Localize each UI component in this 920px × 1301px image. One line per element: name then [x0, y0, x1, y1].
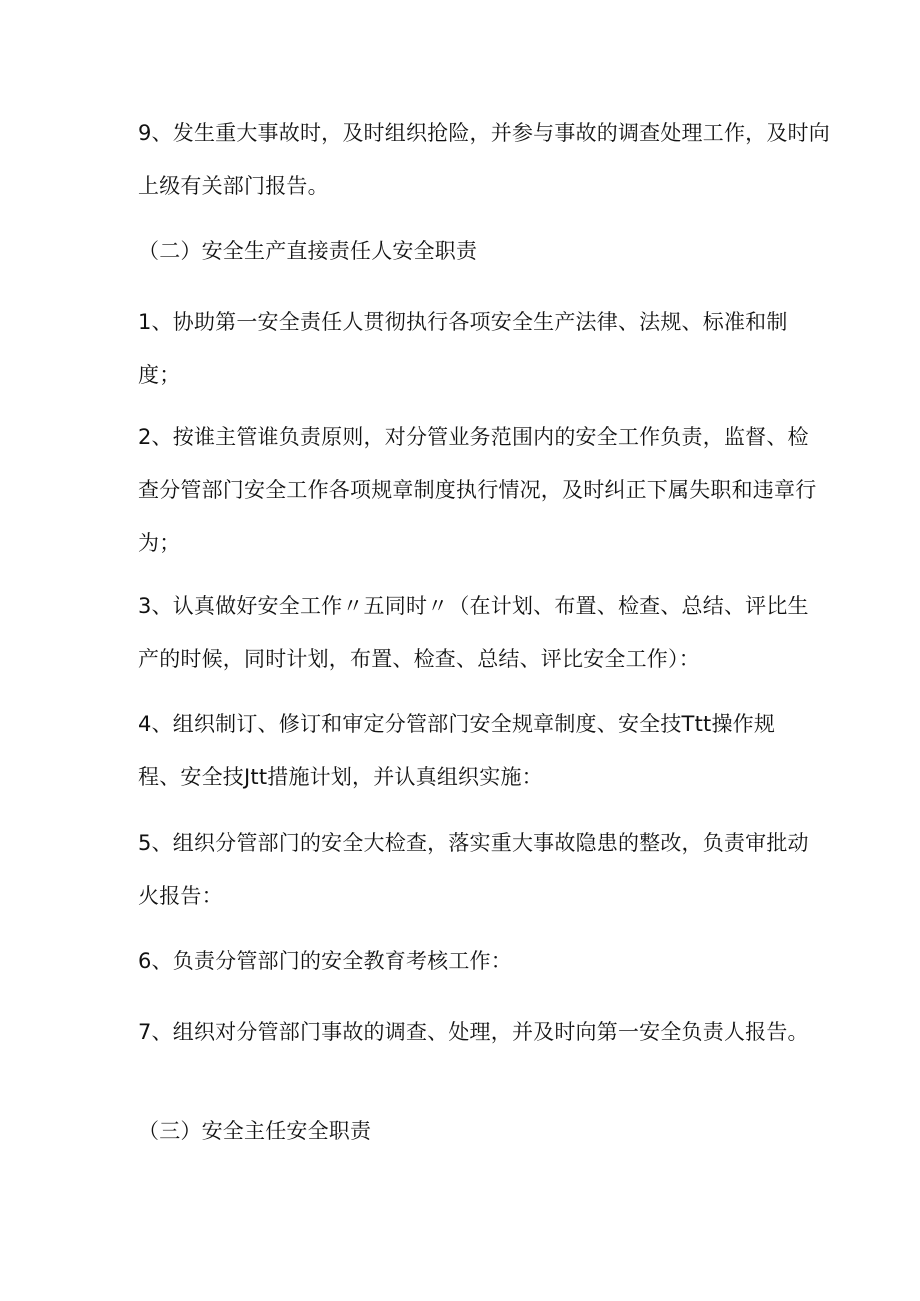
paragraph-item-3: [138, 580, 809, 686]
section-heading-3: [138, 1105, 798, 1158]
text-line: 为；: [138, 531, 181, 555]
paragraph-item-7: [138, 1006, 809, 1059]
paragraph-item-9: [138, 107, 830, 213]
section-heading-2: [138, 225, 798, 278]
text-line: 6、负责分管部门的安全教育考核工作：: [138, 949, 512, 973]
text-line: 2、按谁主管谁负责原则，对分管业务范围内的安全工作负责，监督、检: [138, 425, 809, 449]
paragraph-item-6: [138, 935, 798, 988]
paragraph-item-1: [138, 296, 798, 402]
text-line: 5、组织分管部门的安全大检查，落实重大事故隐患的整改，负责审批动: [138, 831, 809, 855]
text-line: 火报告：: [138, 884, 223, 908]
paragraph-item-2: [138, 411, 817, 570]
text-line: 产的时候，同时计划，布置、检查、总结、评比安全工作）：: [138, 647, 700, 671]
text-line: 度；: [138, 363, 181, 387]
text-line: 程、安全技Jtt措施计划，并认真组织实施：: [138, 765, 543, 789]
text-line: 9、发生重大事故时，及时组织抢险，并参与事故的调查处理工作，及时向: [138, 121, 830, 145]
text-line: 查分管部门安全工作各项规章制度执行情况，及时纠正下属失职和违章行: [138, 478, 817, 502]
text-line: 3、认真做好安全工作〃五同时〃（在计划、布置、检查、总结、评比生: [138, 594, 809, 618]
text-line: 7、组织对分管部门事故的调查、处理，并及时向第一安全负责人报告。: [138, 1020, 809, 1044]
text-line: 上级有关部门报告。: [138, 174, 329, 198]
text-line: （三）安全主任安全职责: [138, 1119, 372, 1143]
paragraph-item-5: [138, 817, 809, 923]
paragraph-item-4: [138, 698, 798, 804]
text-line: 4、组织制订、修订和审定分管部门安全规章制度、安全技Ttt操作规: [138, 712, 776, 736]
text-line: （二）安全生产直接责任人安全职责: [138, 239, 478, 263]
text-line: 1、协助第一安全责任人贯彻执行各项安全生产法律、法规、标准和制: [138, 310, 788, 334]
